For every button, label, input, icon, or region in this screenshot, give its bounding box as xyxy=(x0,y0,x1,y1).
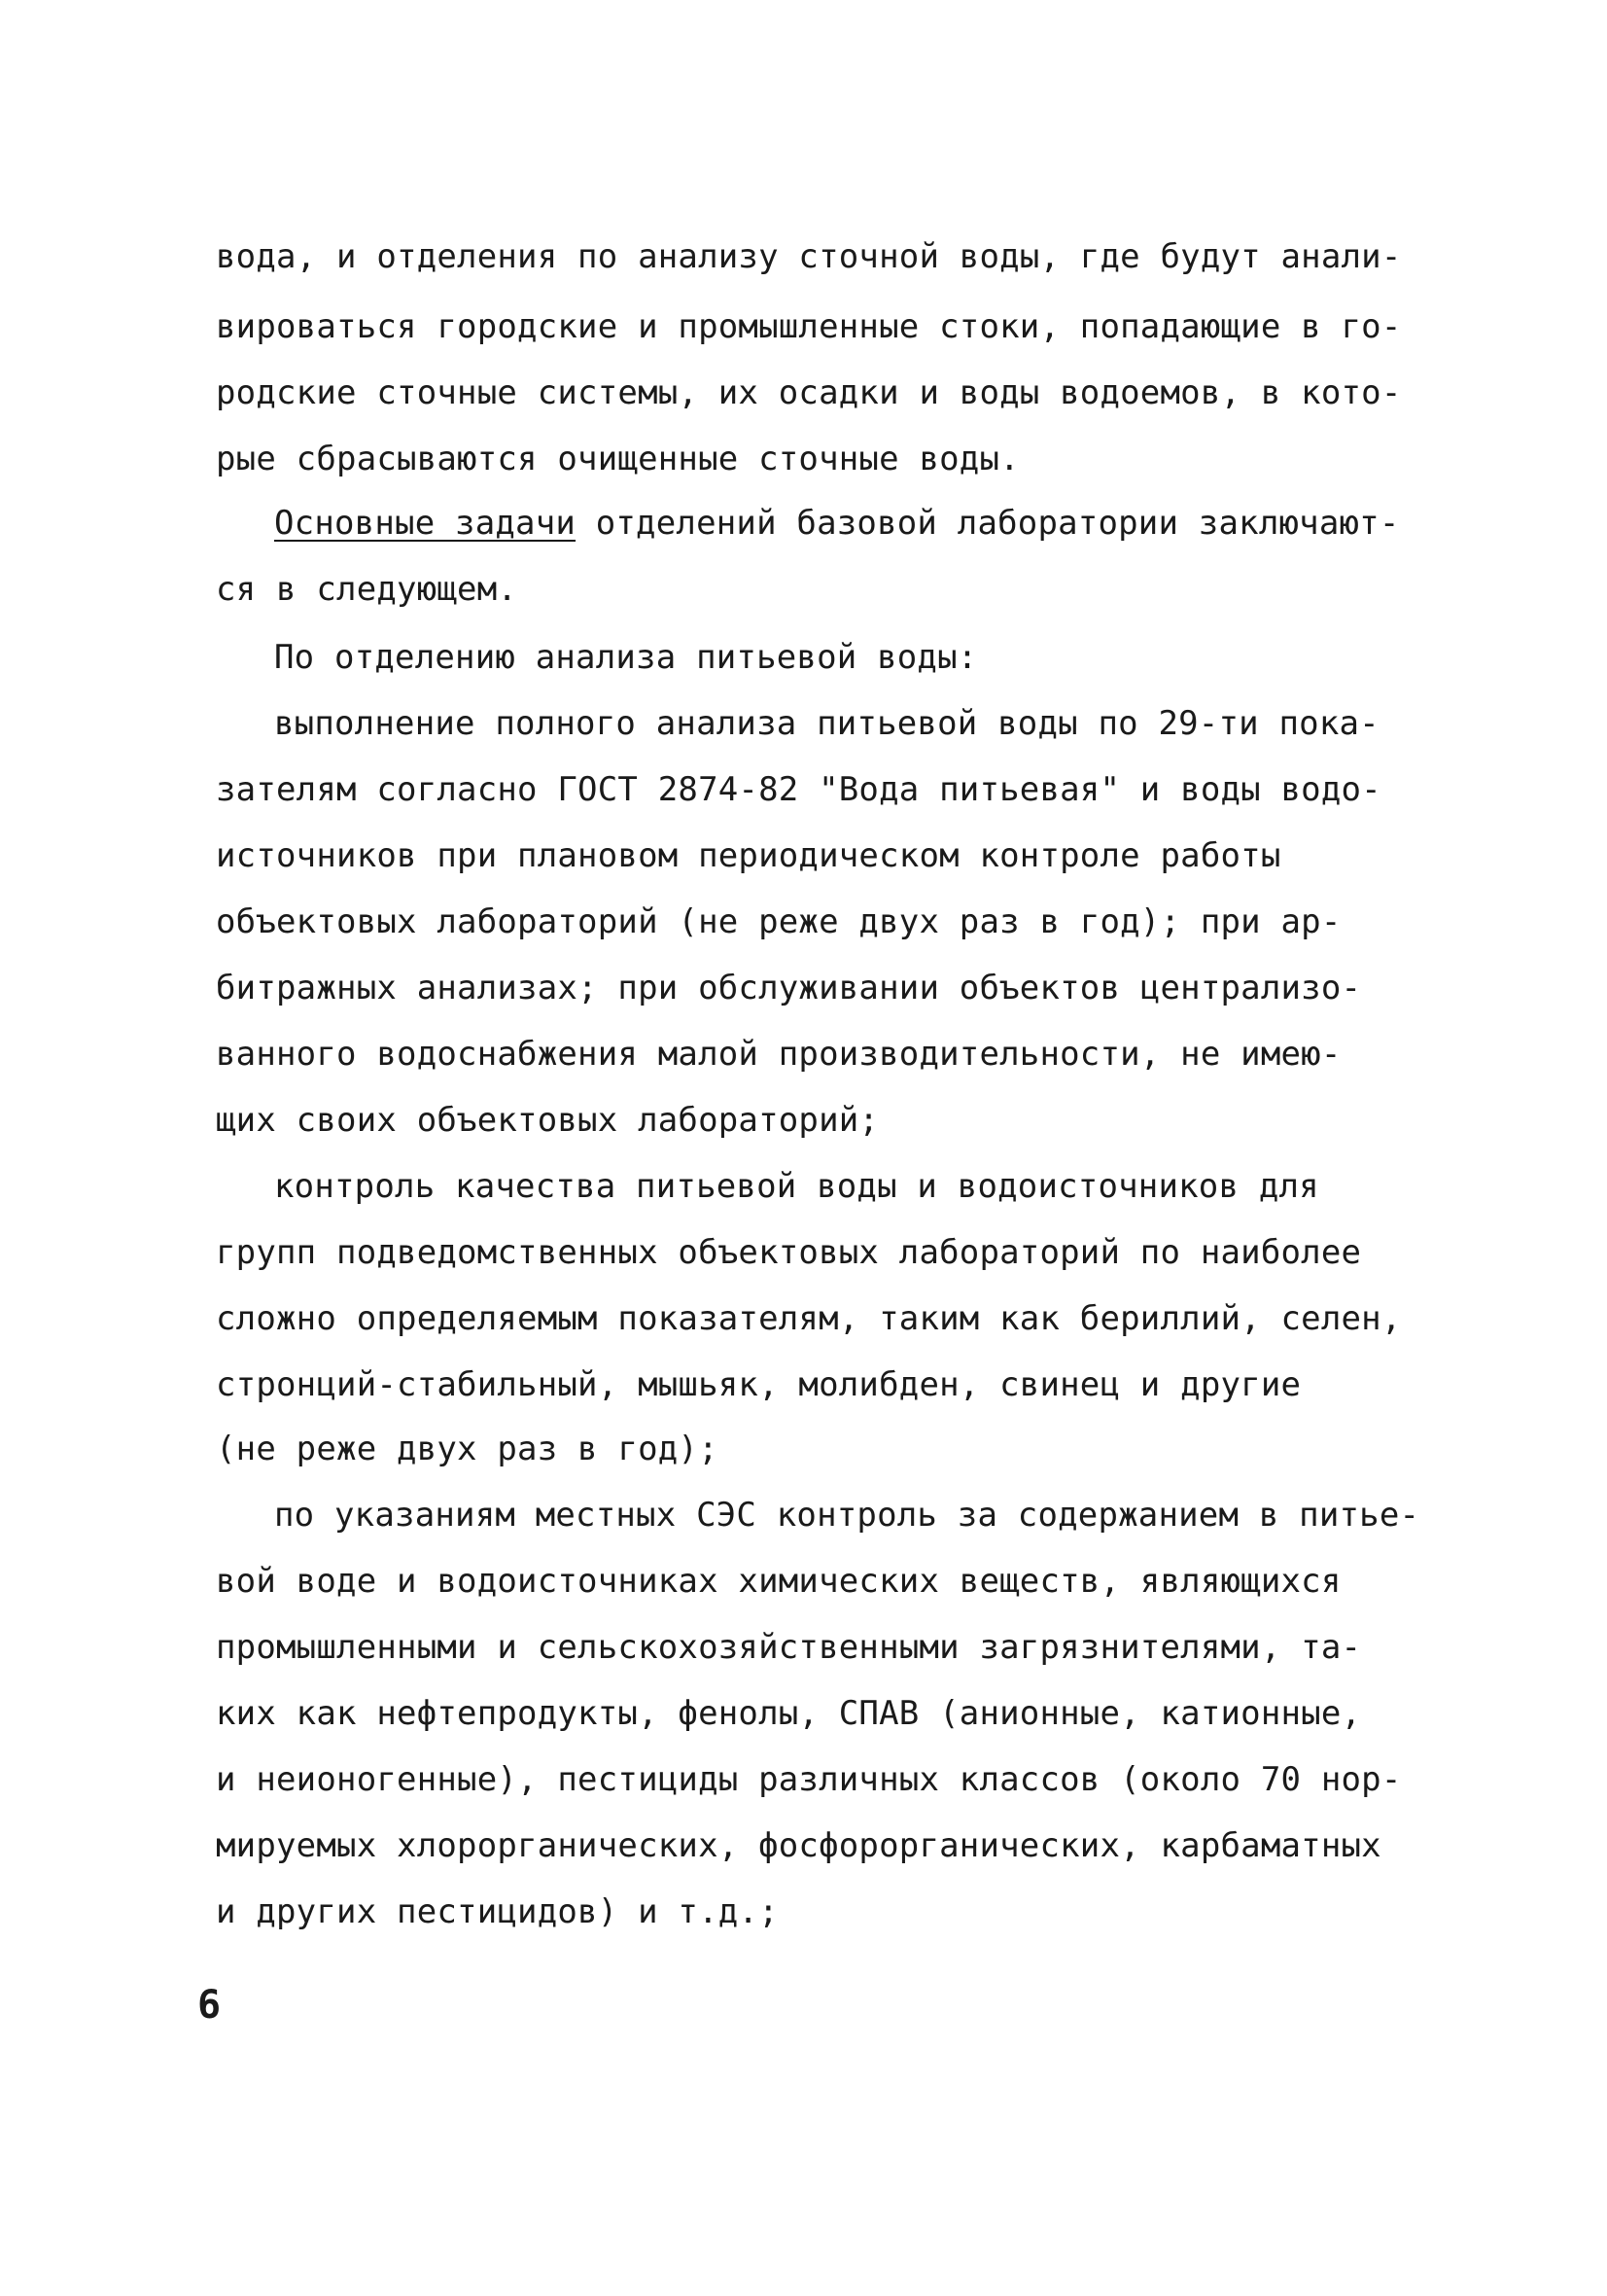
text-line: групп подведомственных объектовых лабораторий по наиболее xyxy=(216,1233,1362,1272)
text-line: зателям согласно ГОСТ 2874-82 "Вода питьевая" и воды водо- xyxy=(216,770,1381,809)
text-line: рые сбрасываются очищенные сточные воды. xyxy=(216,440,1020,478)
text-line: промышленными и сельскохозяйственными загрязнителями, та- xyxy=(216,1628,1362,1667)
text-line: щих своих объектовых лабораторий; xyxy=(216,1101,880,1140)
page-number: 6 xyxy=(197,1983,222,2028)
text-line: вода, и отделения по анализу сточной воды, где будут анали- xyxy=(216,237,1402,276)
text-line: и неионогенные), пестициды различных классов (около 70 нор- xyxy=(216,1760,1402,1799)
text-line: сложно определяемым показателям, таким как бериллий, селен, xyxy=(216,1299,1402,1338)
text-line: и других пестицидов) и т.д.; xyxy=(216,1892,779,1931)
text-line: объектовых лабораторий (не реже двух раз в год); при ар- xyxy=(216,902,1342,941)
text-line: родские сточные системы, их осадки и воды водоемов, в кото- xyxy=(216,373,1402,412)
tasks-heading-underlined: Основные задачи xyxy=(274,504,576,543)
text-line: стронций-стабильный, мышьяк, молибден, свинец и другие xyxy=(216,1365,1302,1404)
text-line: контроль качества питьевой воды и водоисточников для xyxy=(274,1167,1319,1206)
text-line: мируемых хлорорганических, фосфорорганических, карбаматных xyxy=(216,1826,1381,1865)
text-line: ся в следующем. xyxy=(216,570,518,609)
tasks-heading-rest: отделений базовой лаборатории заключают- xyxy=(576,504,1400,543)
text-line: (не реже двух раз в год); xyxy=(216,1430,718,1468)
section-title: По отделению анализа питьевой воды: xyxy=(274,638,978,677)
text-line: по указаниям местных СЭС контроль за содержанием в питье- xyxy=(274,1496,1420,1535)
text-line: вироваться городские и промышленные стоки, попадающие в го- xyxy=(216,307,1402,346)
text-line: ванного водоснабжения малой производительности, не имею- xyxy=(216,1035,1342,1074)
text-line: выполнение полного анализа питьевой воды по 29-ти пока- xyxy=(274,704,1380,743)
text-line: источников при плановом периодическом контроле работы xyxy=(216,836,1281,875)
text-line: ких как нефтепродукты, фенолы, СПАВ (анионные, катионные, xyxy=(216,1694,1362,1733)
text-line: вой воде и водоисточниках химических веществ, являющихся xyxy=(216,1562,1342,1601)
text-line: битражных анализах; при обслуживании объектов централизо- xyxy=(216,969,1362,1007)
tasks-heading xyxy=(274,504,1400,543)
